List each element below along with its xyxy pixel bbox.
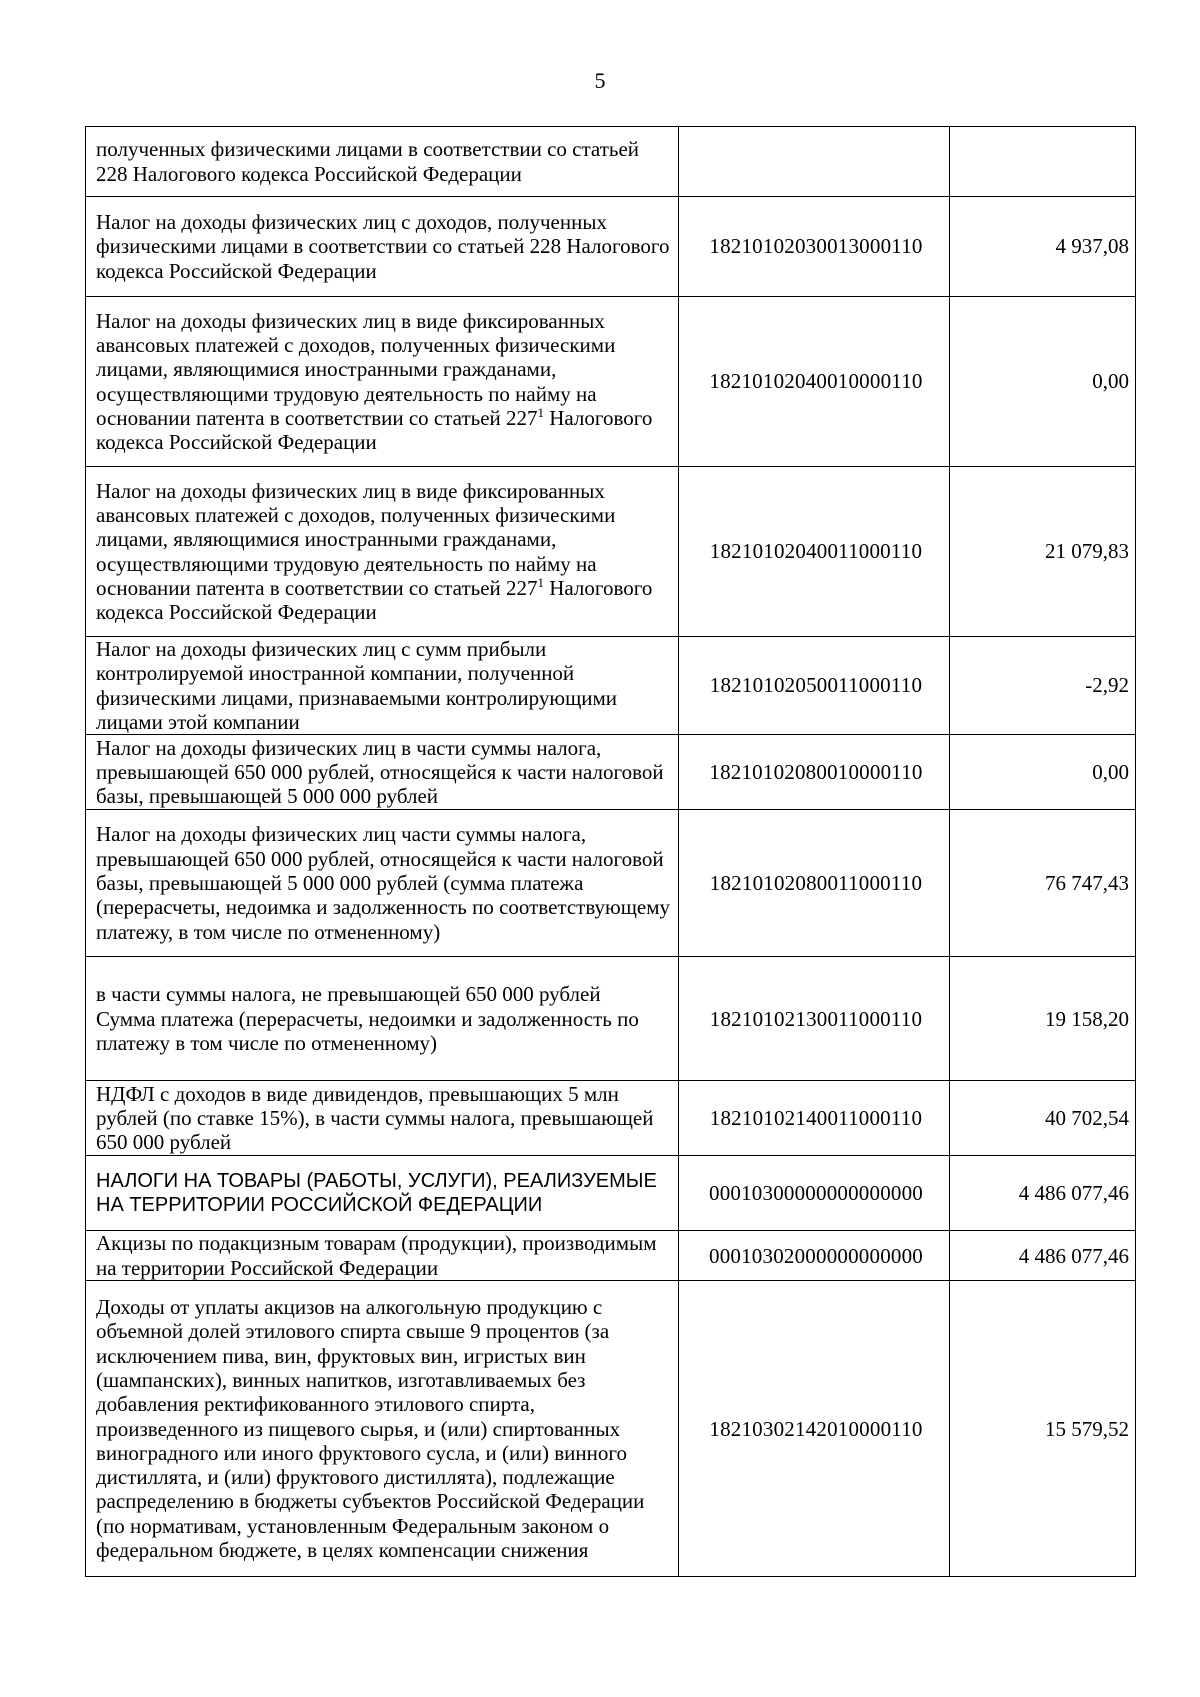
row-name: Налог на доходы физических лиц с сумм прибыли контролируемой иностранной компании, полученной физическими лицами, признаваемыми контролирующими лицами этой компании	[86, 637, 679, 735]
revenue-table	[85, 126, 1136, 1577]
table-row	[86, 735, 1136, 810]
row-name-line: в части суммы налога, не превышающей 650 000 рублей	[96, 982, 601, 1007]
table-row	[86, 810, 1136, 957]
row-code: 00010302000000000000	[679, 1231, 950, 1281]
row-name-text-continued: Налогового кодекса Российской Федерации	[96, 575, 653, 625]
table-row	[86, 127, 1136, 197]
row-code: 18210102080010000110	[679, 735, 950, 810]
row-sum: 0,00	[950, 735, 1136, 810]
superscript: 1	[537, 404, 545, 420]
table-row	[86, 637, 1136, 735]
row-name: Акцизы по подакцизным товарам (продукции), производимым на территории Российской Федерации	[86, 1231, 679, 1281]
row-name: Налог на доходы физических лиц части суммы налога, превышающей 650 000 рублей, относящейся к части налоговой базы, превышающей 5 000 000 рублей (сумма платежа (перерасчеты, недоимка и задолженность по соответствующему платежу, в том числе по отмененному)	[86, 810, 679, 957]
row-code: 18210302142010000110	[679, 1281, 950, 1577]
row-sum: 4 486 077,46	[950, 1156, 1136, 1231]
row-sum: 19 158,20	[950, 957, 1136, 1081]
row-name-text: Налог на доходы физических лиц в виде фиксированных авансовых платежей с доходов, полученных физическими лицами, являющимися иностранными гражданами, осуществляющими трудовую деятельность по найму на основании патента в соответствии со статьей 227	[96, 478, 616, 600]
row-code: 18210102080011000110	[679, 810, 950, 957]
row-sum: -2,92	[950, 637, 1136, 735]
row-code: 18210102040011000110	[679, 467, 950, 637]
row-code: 18210102040010000110	[679, 297, 950, 467]
row-name: НДФЛ с доходов в виде дивидендов, превышающих 5 млн рублей (по ставке 15%), в части суммы налога, превышающей 650 000 рублей	[86, 1081, 679, 1156]
superscript: 1	[537, 574, 545, 590]
row-name-line: Сумма платежа (перерасчеты, недоимки и задолженность по платежу в том числе по отмененному)	[96, 1006, 639, 1055]
row-name: НАЛОГИ НА ТОВАРЫ (РАБОТЫ, УСЛУГИ), РЕАЛИЗУЕМЫЕ НА ТЕРРИТОРИИ РОССИЙСКОЙ ФЕДЕРАЦИИ	[86, 1156, 679, 1231]
row-sum: 21 079,83	[950, 467, 1136, 637]
row-code: 18210102030013000110	[679, 197, 950, 297]
row-name-text: Налог на доходы физических лиц в виде фиксированных авансовых платежей с доходов, полученных физическими лицами, являющимися иностранными гражданами, осуществляющими трудовую деятельность по найму на основании патента в соответствии со статьей 227	[96, 308, 616, 430]
row-code	[679, 127, 950, 197]
table-row	[86, 1156, 1136, 1231]
row-code: 18210102130011000110	[679, 957, 950, 1081]
table-row	[86, 297, 1136, 467]
row-name: Доходы от уплаты акцизов на алкогольную продукцию с объемной долей этилового спирта свыше 9 процентов (за исключением пива, вин, фруктовых вин, игристых вин (шампанских), винных напитков, изготавливаемых без добавления ректификованного этилового спирта, произведенного из пищевого сырья, и (или) спиртованных виноградного или иного фруктового сусла, и (или) винного дистиллята, и (или) фруктового дистиллята), подлежащие распределению в бюджеты субъектов Российской Федерации (по нормативам, установленным Федеральным законом о федеральном бюджете, в целях компенсации снижения	[86, 1281, 679, 1577]
row-sum: 4 937,08	[950, 197, 1136, 297]
page-number: 5	[594, 68, 606, 93]
row-code: 18210102050011000110	[679, 637, 950, 735]
row-name: полученных физическими лицами в соответствии со статьей 228 Налогового кодекса Российской Федерации	[86, 127, 679, 197]
table-row	[86, 957, 1136, 1081]
table-row	[86, 197, 1136, 297]
row-name-text-continued: Налогового кодекса Российской Федерации	[96, 405, 653, 455]
row-sum: 4 486 077,46	[950, 1231, 1136, 1281]
row-sum: 0,00	[950, 297, 1136, 467]
row-name: Налог на доходы физических лиц в части суммы налога, превышающей 650 000 рублей, относящейся к части налоговой базы, превышающей 5 000 000 рублей	[86, 735, 679, 810]
table-row	[86, 1231, 1136, 1281]
row-name: Налог на доходы физических лиц с доходов, полученных физическими лицами в соответствии со статьей 228 Налогового кодекса Российской Федерации	[86, 197, 679, 297]
row-name	[86, 957, 679, 1081]
row-sum	[950, 127, 1136, 197]
table-row	[86, 1081, 1136, 1156]
row-name	[86, 467, 679, 637]
row-sum: 15 579,52	[950, 1281, 1136, 1577]
row-sum: 40 702,54	[950, 1081, 1136, 1156]
row-name	[86, 297, 679, 467]
row-code: 00010300000000000000	[679, 1156, 950, 1231]
row-code: 18210102140011000110	[679, 1081, 950, 1156]
table-row	[86, 1281, 1136, 1577]
row-sum: 76 747,43	[950, 810, 1136, 957]
table-row	[86, 467, 1136, 637]
